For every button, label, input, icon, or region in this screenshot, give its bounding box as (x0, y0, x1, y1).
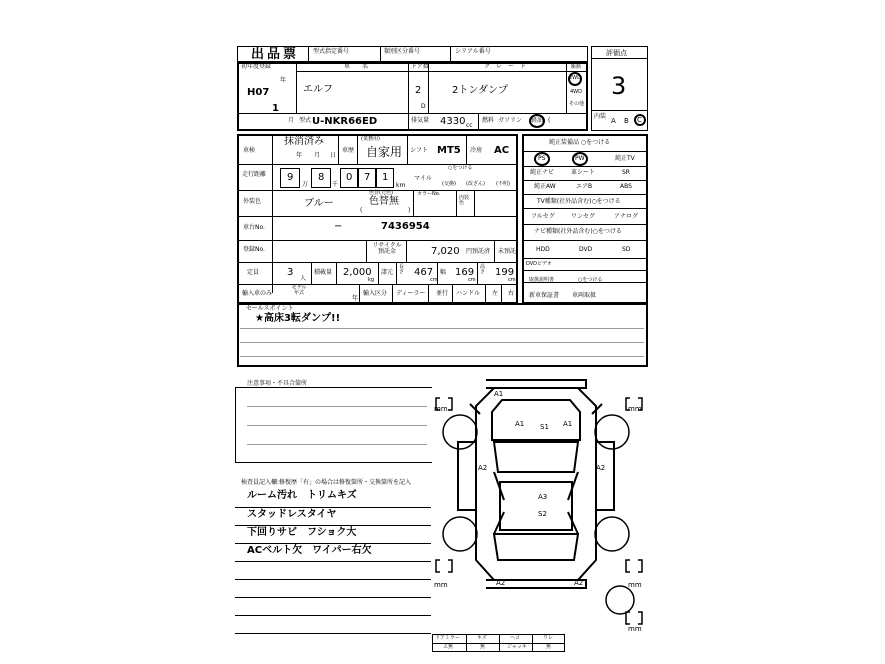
equipment-title: 純正装備品 ○をつける (549, 139, 611, 146)
length-label: 長さ (399, 264, 405, 275)
shaken-month-unit: 月 (314, 152, 321, 159)
equip-pw: PW (575, 155, 585, 162)
note-line-1: ルーム汚れ トリムキズ (247, 490, 357, 501)
height-unit: cm (508, 277, 516, 283)
history-note: (業務用) (361, 136, 380, 142)
year-unit: 年 (280, 77, 287, 84)
drive-label: 駆動 (571, 64, 582, 70)
model-value: U-NKR66ED (312, 116, 378, 127)
drive-2wd: 2WD (569, 75, 581, 81)
docs-record: 車両取扱 (572, 292, 597, 299)
first-reg-month: 1 (272, 103, 279, 114)
fuel-diesel: 軽油 (531, 117, 544, 124)
dims-label: 諸元 (381, 269, 394, 276)
grade-value: 2トンダンプ (452, 85, 509, 96)
note-line-2: スタッドレスタイヤ (247, 509, 337, 520)
damage-code-2: A1 (515, 420, 525, 428)
recycle-unit: 円預託済 (466, 248, 491, 255)
reg-no-label: 登録No. (243, 246, 265, 253)
shift-value: MT5 (437, 145, 461, 156)
interior-grade-b: B (624, 117, 629, 125)
color-value: ブルー (304, 198, 334, 209)
damage-code-7: A3 (538, 493, 548, 501)
equip-aw: 純正AW (534, 183, 556, 190)
type-cert-label: 型式指定番号 (313, 48, 350, 55)
handle-left: 左 (492, 290, 499, 297)
chassis-value: 7436954 (381, 221, 430, 232)
mileage-unknown: (不明) (496, 181, 510, 187)
import-dealer: ディーラー (396, 290, 426, 297)
ac-label: 冷房 (470, 147, 483, 154)
mileage-label: 走行距離 (242, 171, 267, 178)
navi-hdd: HDD (536, 246, 550, 253)
legend-value-3: ジャッキ (507, 644, 527, 650)
capacity-label: 定員 (247, 269, 260, 276)
doors-value: 2 (415, 85, 422, 96)
equip-navi: 純正ナビ (530, 169, 555, 176)
legend-header-1: ドアミラー (435, 635, 460, 641)
damage-code-3: S1 (540, 423, 549, 431)
capacity-value: 3 (287, 267, 294, 278)
ac-value: AC (494, 145, 510, 156)
mm-label-2: mm (628, 405, 642, 413)
mileage-digit-5: 1 (382, 172, 389, 183)
drive-other: その他 (569, 101, 585, 107)
damage-code-9: A2 (496, 579, 506, 587)
color-code-label: カラーNo. (417, 191, 441, 197)
recycle-label: リサイクル預託金 (372, 242, 402, 255)
inspector-label: 検査員記入欄:修復歴「有」の場合は修復箇所・交換箇所を記入 (241, 479, 412, 486)
navi-title: ナビ種類(社外品含む)○をつける (534, 228, 622, 235)
color-label: 外装色 (243, 198, 262, 205)
mileage-exchange: (交換) (442, 181, 456, 187)
mileage-tampered: (改ざん) (466, 181, 485, 187)
mm-label-5: mm (628, 625, 642, 633)
dvd-video: DVDビデオ (526, 261, 552, 267)
fuel-gasoline: ガソリン (498, 117, 523, 124)
interior-grade-a: A (611, 117, 616, 125)
mm-label-4: mm (628, 581, 642, 589)
serial-label: シリアル番号 (455, 48, 491, 55)
history-value: 自家用 (366, 145, 403, 159)
model-year-label: モデル年式 (291, 285, 307, 296)
mileage-mile: マイル (414, 175, 432, 182)
class-label: 類別区分番号 (384, 48, 421, 55)
fuel-other: ( (548, 117, 551, 124)
recycle-value: 7,020 (431, 246, 460, 257)
width-value: 169 (455, 267, 475, 278)
first-reg-year: H07 (247, 87, 270, 98)
car-name: エルフ (303, 84, 333, 95)
legend-value-1: エ無 (443, 644, 454, 650)
mileage-digit-4: 7 (364, 172, 371, 183)
damage-code-8: S2 (538, 510, 547, 518)
navi-sd: SD (622, 246, 631, 253)
mileage-note: ○をつける (448, 165, 473, 171)
tv-fullseg: フルセグ (531, 213, 555, 220)
grade-label: グレード (484, 63, 533, 70)
damage-code-10: A2 (574, 579, 584, 587)
shaken-day-unit: 日 (330, 152, 337, 159)
docs-title: 取扱説明書 (529, 277, 555, 283)
fuel-label: 燃料 (482, 117, 495, 124)
drive-4wd: 4WD (570, 89, 582, 95)
mileage-digit-2: 8 (318, 172, 325, 183)
note-line-4: ACベルト欠 ワイパー右欠 (247, 545, 372, 556)
month-unit: 月 (288, 117, 295, 124)
legend-header-3: ヘコ (510, 635, 521, 641)
tv-oneseg: ワンセグ (571, 213, 596, 220)
tv-title: TV種類(社外品含む)○をつける (537, 198, 621, 205)
mileage-digit-1: 9 (287, 172, 294, 183)
mileage-unit: km (396, 182, 406, 189)
damage-code-4: A1 (563, 420, 573, 428)
interior-color-label: 内装色 (459, 195, 470, 206)
doors-label: ドア数 (411, 63, 429, 70)
mileage-sen: 千 (332, 181, 339, 188)
shaken-label: 車検 (243, 147, 256, 154)
color-repaint: 色替無 (369, 196, 399, 207)
shaken-year-unit: 年 (296, 152, 303, 159)
handle-label: ハンドル (456, 290, 481, 297)
navi-dvd: DVD (579, 246, 593, 253)
import-parallel: 並行 (436, 290, 449, 297)
damage-code-1: A1 (494, 390, 504, 398)
width-unit: cm (468, 277, 476, 283)
width-label: 幅 (440, 269, 447, 276)
capacity-unit: 人 (300, 275, 307, 282)
doors-unit: D (421, 103, 426, 110)
sales-label: セールスポイント (246, 305, 294, 312)
shaken-value: 抹消済み (284, 136, 324, 147)
legend-value-4: 無 (546, 644, 552, 650)
length-unit: cm (430, 277, 438, 283)
sales-point: ★高床3転ダンプ!! (255, 313, 341, 324)
page-title: 出品票 (251, 47, 300, 62)
tv-analog: アナログ (614, 213, 639, 220)
color-paint-label: 色替(元色) (369, 190, 393, 196)
docs-note: ○をつける (578, 277, 603, 283)
equip-abs: ABS (620, 183, 632, 190)
note-line-3: 下回りサビ フショク大 (247, 527, 357, 538)
legend-header-4: ワレ (543, 635, 554, 641)
equip-ps: PS (538, 155, 546, 162)
recycle-none: 未預託 (498, 248, 517, 255)
history-label: 車歴 (342, 147, 355, 154)
legend-header-2: キズ (477, 635, 487, 641)
length-value: 467 (414, 267, 434, 278)
score-value: 3 (611, 72, 627, 100)
damage-code-5: A2 (478, 464, 488, 472)
load-unit: kg (368, 277, 375, 283)
import-class-label: 輸入区分 (363, 290, 388, 297)
mm-label-1: mm (434, 405, 448, 413)
car-name-label: 車名 (344, 63, 381, 70)
mm-label-3: mm (434, 581, 448, 589)
load-value: 2,000 (343, 267, 372, 278)
interior-grade-c: C (637, 116, 642, 124)
height-value: 199 (495, 267, 515, 278)
legend-value-2: 無 (480, 644, 486, 650)
shift-label: シフト (410, 147, 429, 154)
chassis-dash: − (334, 221, 343, 232)
notes-label: 注意事項・不具合箇所 (247, 380, 308, 387)
chassis-label: 車台No. (243, 224, 265, 231)
damage-code-6: A2 (596, 464, 606, 472)
handle-right: 右 (508, 290, 515, 297)
displacement-label: 排気量 (411, 117, 430, 124)
displacement-unit: cc (466, 122, 473, 129)
equip-tv: 純正TV (615, 155, 635, 162)
equip-airbag: エアB (576, 183, 593, 190)
equip-sr: SR (622, 169, 630, 176)
displacement-value: 4330 (440, 116, 466, 127)
load-label: 積載量 (314, 269, 333, 276)
docs-warranty: 新車保証書 (529, 292, 560, 299)
import-label: 輸入車のみ (242, 290, 273, 297)
height-label: 高さ (480, 264, 486, 275)
model-label: 型式 (299, 117, 312, 124)
equip-leather: 革シート (571, 169, 596, 176)
mileage-man: 万 (302, 181, 309, 188)
score-label: 評価点 (606, 49, 627, 57)
interior-grade-label: 内装 (594, 113, 607, 120)
mileage-digit-3: 0 (346, 172, 353, 183)
first-reg-label: 初年度登録 (241, 63, 272, 70)
